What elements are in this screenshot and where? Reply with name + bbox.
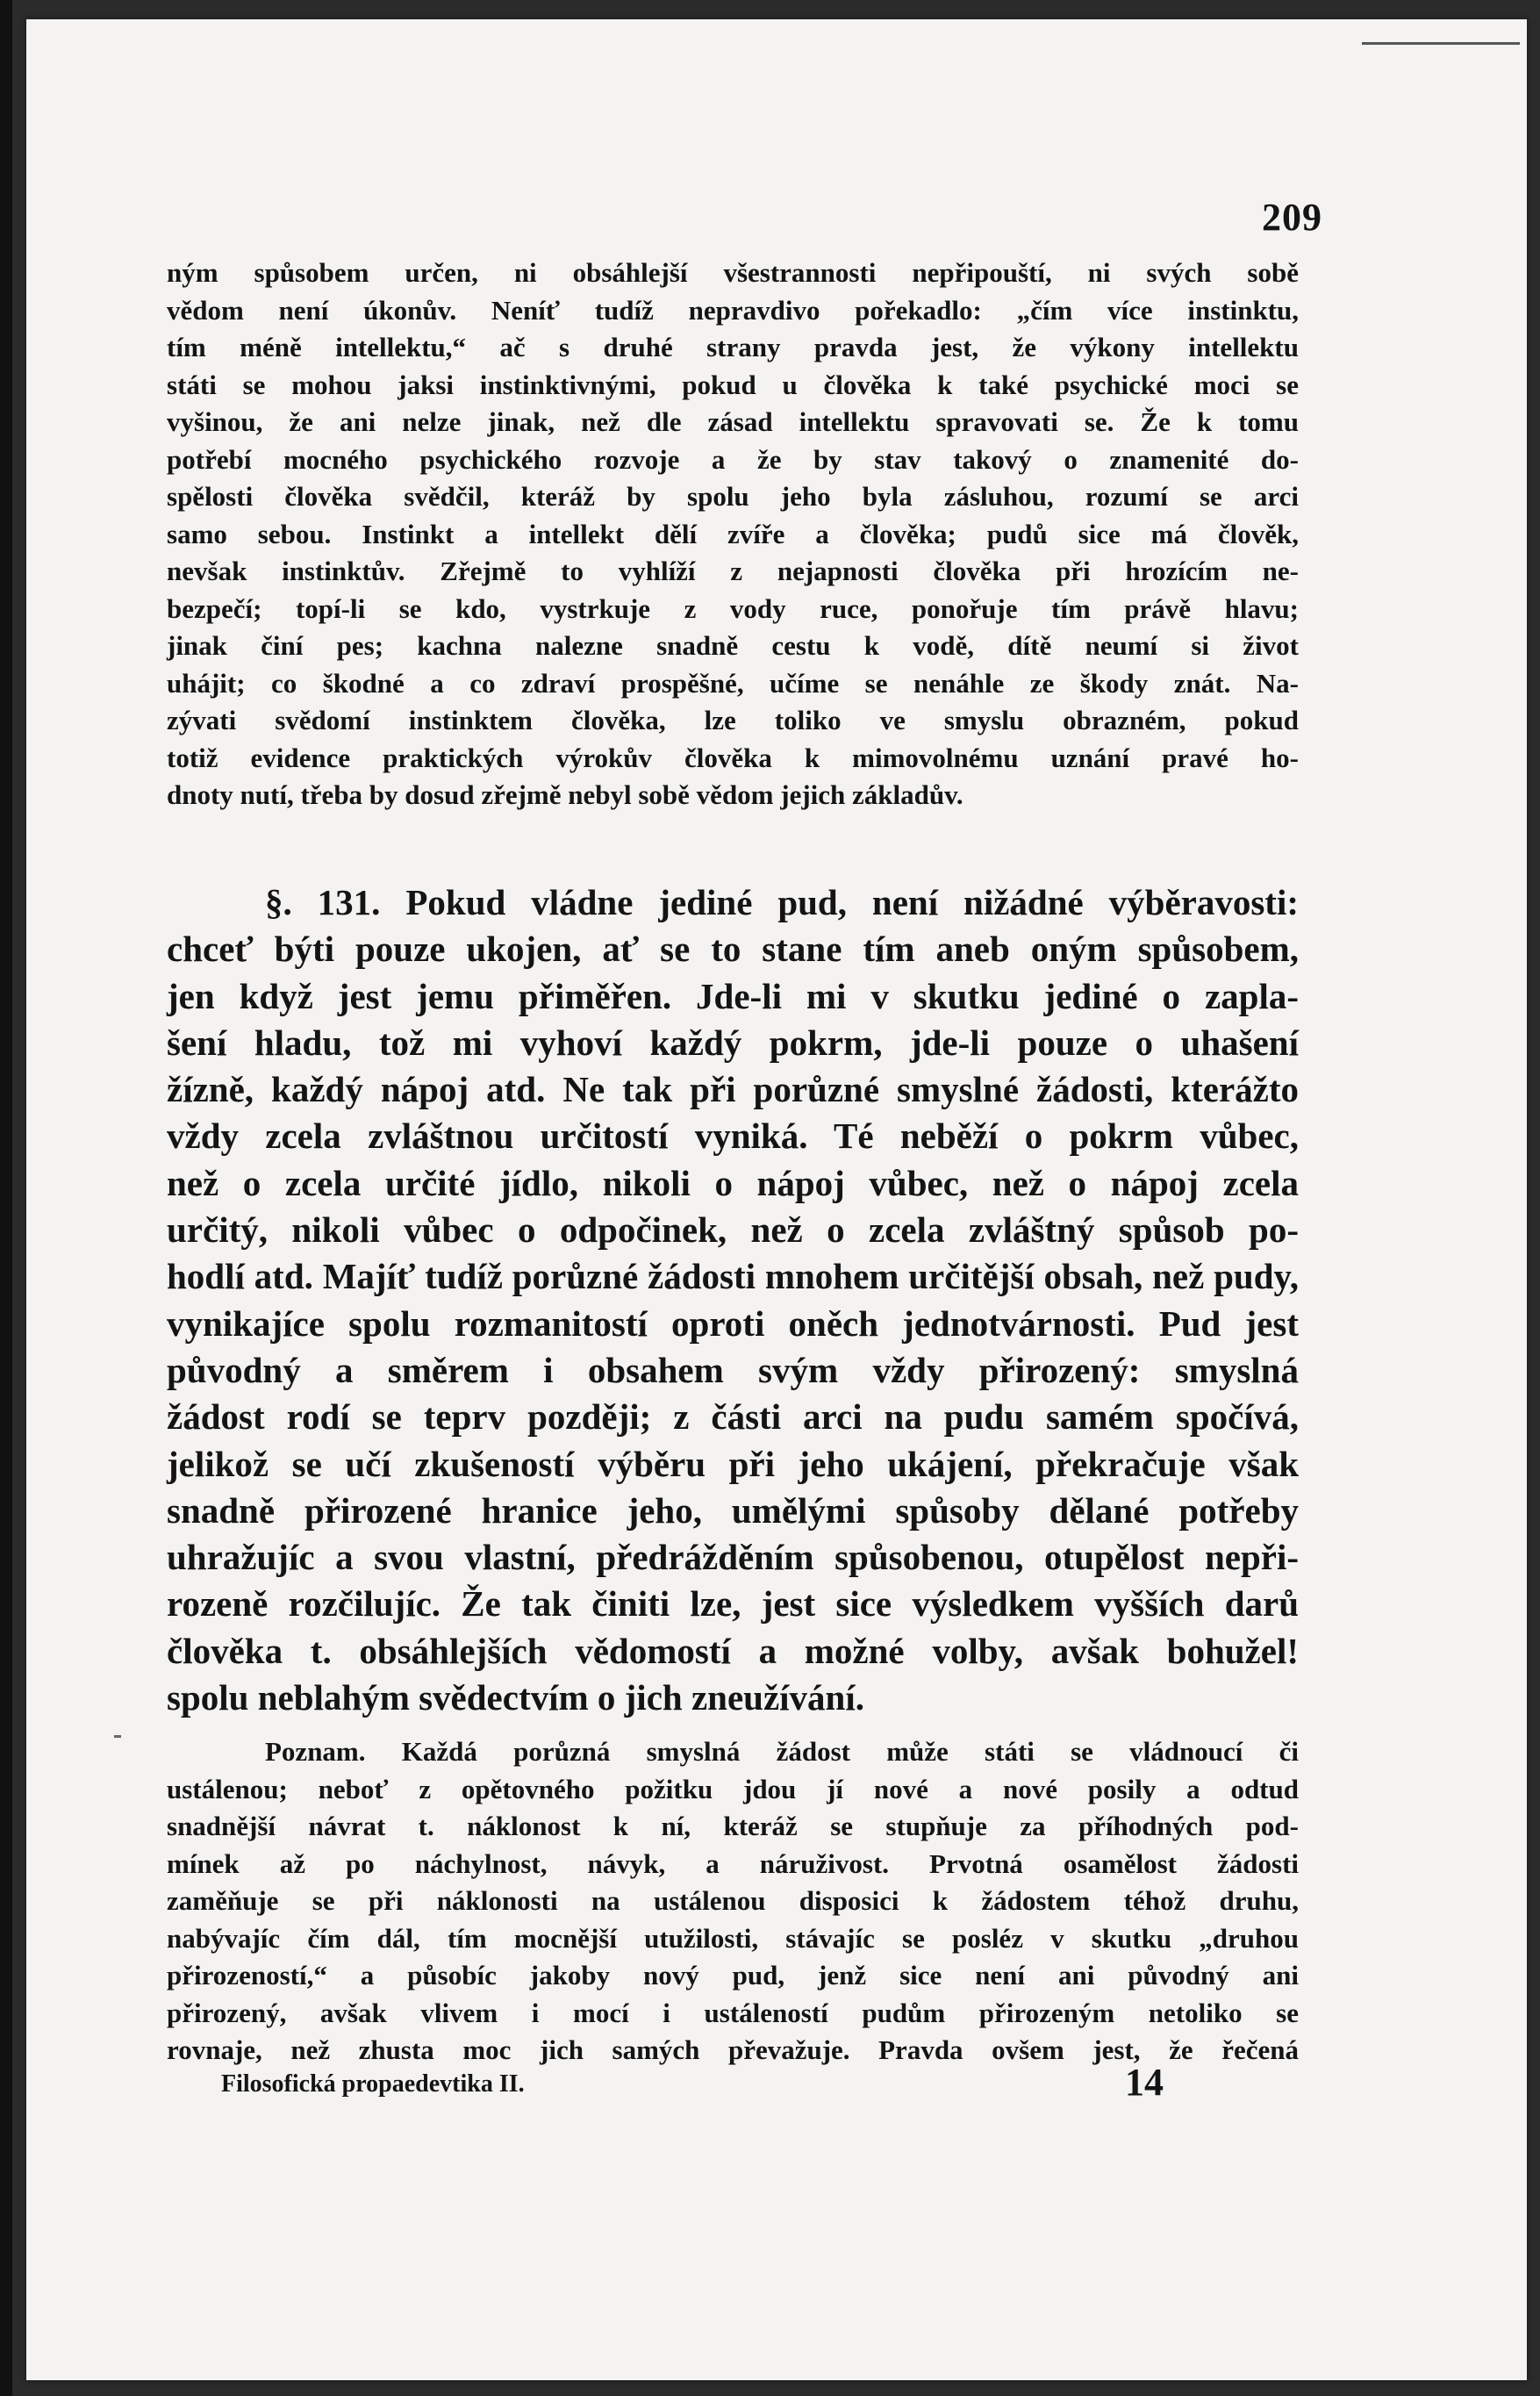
paragraph-1-line: bezpečí; topí-li se kdo, vystrkuje z vody ruce, ponořuje tím právě hlavu; xyxy=(167,592,1299,624)
paragraph-1-line: spělosti člověka svědčil, kteráž by spolu jeho byla zásluhou, rozumí se arci xyxy=(167,481,1299,512)
paragraph-note xyxy=(167,1733,1299,2070)
paragraph-131-line: určitý, nikoli vůbec o odpočinek, než o zcela zvláštný spůsob po- xyxy=(167,1209,1299,1251)
scan-left-edge xyxy=(0,0,12,2396)
paragraph-1-line: zývati svědomí instinktem člověka, lze toliko ve smyslu obrazném, pokud xyxy=(167,705,1299,735)
paragraph-131-line: jelikož se učí zkušeností výběru při jeho ukájení, překračuje však xyxy=(167,1443,1299,1484)
paragraph-131-line: žízně, každý nápoj atd. Ne tak při porůzné smyslné žádosti, kterážto xyxy=(167,1069,1299,1110)
paragraph-131-line: žádost rodí se teprv později; z části arci na pudu samém spočívá, xyxy=(167,1396,1299,1438)
paragraph-note-line: zaměňuje se při náklonosti na ustálenou disposici k žádostem téhož druhu, xyxy=(167,1885,1299,1916)
margin-mark xyxy=(114,1735,121,1738)
paragraph-1-line: vědom není úkonův. Neníť tudíž nepravdivo pořekadlo: „čím více instinktu, xyxy=(167,294,1299,326)
paragraph-1-line: uhájit; co škodné a co zdraví prospěšné, učíme se nenáhle ze škody znát. Na- xyxy=(167,667,1299,699)
paragraph-1-line: ným spůsobem určen, ni obsáhlejší všestrannosti nepřipouští, ni svých sobě xyxy=(167,257,1299,288)
paragraph-131-line: uhražujíc a svou vlastní, předrážděním spůsobenou, otupělost nepři- xyxy=(167,1537,1299,1578)
paragraph-131-line: vždy zcela zvláštnou určitostí vyniká. Té neběží o pokrm vůbec, xyxy=(167,1116,1299,1157)
paragraph-1-line: samo sebou. Instinkt a intellekt dělí zvíře a člověka; pudů sice má člověk, xyxy=(167,518,1299,549)
paragraph-1-line: nevšak instinktův. Zřejmě to vyhlíží z nejapnosti člověka při hrozícím ne- xyxy=(167,556,1299,586)
paragraph-131-line: než o zcela určité jídlo, nikoli o nápoj vůbec, než o nápoj zcela xyxy=(167,1162,1299,1203)
paragraph-131-line: spolu neblahým svědectvím o jich zneužívání. xyxy=(167,1677,864,1718)
page-footer xyxy=(221,2060,1265,2104)
paragraph-131-line: jen když jest jemu přiměřen. Jde-li mi v skutku jediné o zapla- xyxy=(167,975,1299,1016)
paragraph-1-line: totiž evidence praktických výrokův člověka k mimovolnému uznání pravé ho- xyxy=(167,742,1299,773)
paragraph-note-line: ustálenou; neboť z opětovného požitku jdou jí nové a nové posily a odtud xyxy=(167,1773,1299,1804)
paragraph-note-line: nabývajíc čím dál, tím mocnější utužilosti, stávajíc se posléz v skutku „druhou xyxy=(167,1922,1299,1954)
paragraph-131-line: chceť býti pouze ukojen, ať se to stane tím aneb oným spůsobem, xyxy=(167,929,1299,970)
paragraph-131-line: §. 131. Pokud vládne jediné pud, není nižádné výběravosti: xyxy=(265,882,1299,922)
paragraph-note-line: mínek až po náchylnost, návyk, a náruživost. Prvotná osamělost žádosti xyxy=(167,1847,1299,1879)
paragraph-1 xyxy=(167,255,1299,814)
paragraph-131-line: snadně přirozené hranice jeho, umělými spůsoby dělané potřeby xyxy=(167,1489,1299,1531)
paragraph-131-line: vynikajíce spolu rozmanitostí oproti oněch jednotvárnosti. Pud jest xyxy=(167,1302,1299,1344)
paragraph-1-line: jinak činí pes; kachna nalezne snadně cestu k vodě, dítě neumí si život xyxy=(167,630,1299,661)
paragraph-131-line: původný a směrem i obsahem svým vždy přirozený: smyslná xyxy=(167,1349,1299,1390)
paragraph-note-line: přirozeností,“ a působíc jakoby nový pud, jenž sice není ani původný ani xyxy=(167,1960,1299,1991)
paragraph-131 xyxy=(167,879,1299,1721)
paragraph-1-line: vyšinou, že ani nelze jinak, než dle zásad intellektu spravovati se. Že k tomu xyxy=(167,406,1299,437)
paragraph-1-line: státi se mohou jaksi instinktivnými, pokud u člověka k také psychické moci se xyxy=(167,369,1299,400)
paragraph-131-line: hodlí atd. Majíť tudíž porůzné žádosti mnohem určitější obsah, než pudy, xyxy=(167,1256,1299,1297)
paragraph-1-line: dnoty nutí, třeba by dosud zřejmě nebyl sobě vědom jejich základův. xyxy=(167,779,963,810)
paragraph-note-line: rovnaje, než zhusta moc jich samých převažuje. Pravda ovšem jest, že řečená xyxy=(167,2034,1299,2065)
paragraph-131-line: člověka t. obsáhlejších vědomostí a možné volby, avšak bohužel! xyxy=(167,1630,1299,1671)
paragraph-1-line: potřebí mocného psychického rozvoje a že by stav takový o znamenité do- xyxy=(167,443,1299,475)
paragraph-1-line: tím méně intellektu,“ ač s druhé strany pravda jest, že výkony intellektu xyxy=(167,332,1299,362)
footer-signature-number: 14 xyxy=(1125,2061,1164,2104)
paragraph-131-line: šení hladu, tož mi vyhoví každý pokrm, jde-li pouze o uhašení xyxy=(167,1022,1299,1063)
book-page xyxy=(26,19,1527,2380)
paragraph-note-line: snadnější návrat t. náklonost k ní, kteráž se stupňuje za příhodných pod- xyxy=(167,1811,1299,1841)
page-number: 209 xyxy=(1262,196,1322,239)
footer-book-title: Filosofická propaedevtika II. xyxy=(221,2070,525,2098)
scan-corner-mark xyxy=(1362,23,1520,45)
paragraph-note-line: přirozený, avšak vlivem i mocí i ustáleností pudům přirozeným netoliko se xyxy=(167,1997,1299,2028)
paragraph-note-line: Poznam. Každá porůzná smyslná žádost může státi se vládnoucí či xyxy=(265,1736,1299,1767)
paragraph-131-line: rozeně rozčilujíc. Že tak činiti lze, jest sice výsledkem vyšších darů xyxy=(167,1583,1299,1625)
